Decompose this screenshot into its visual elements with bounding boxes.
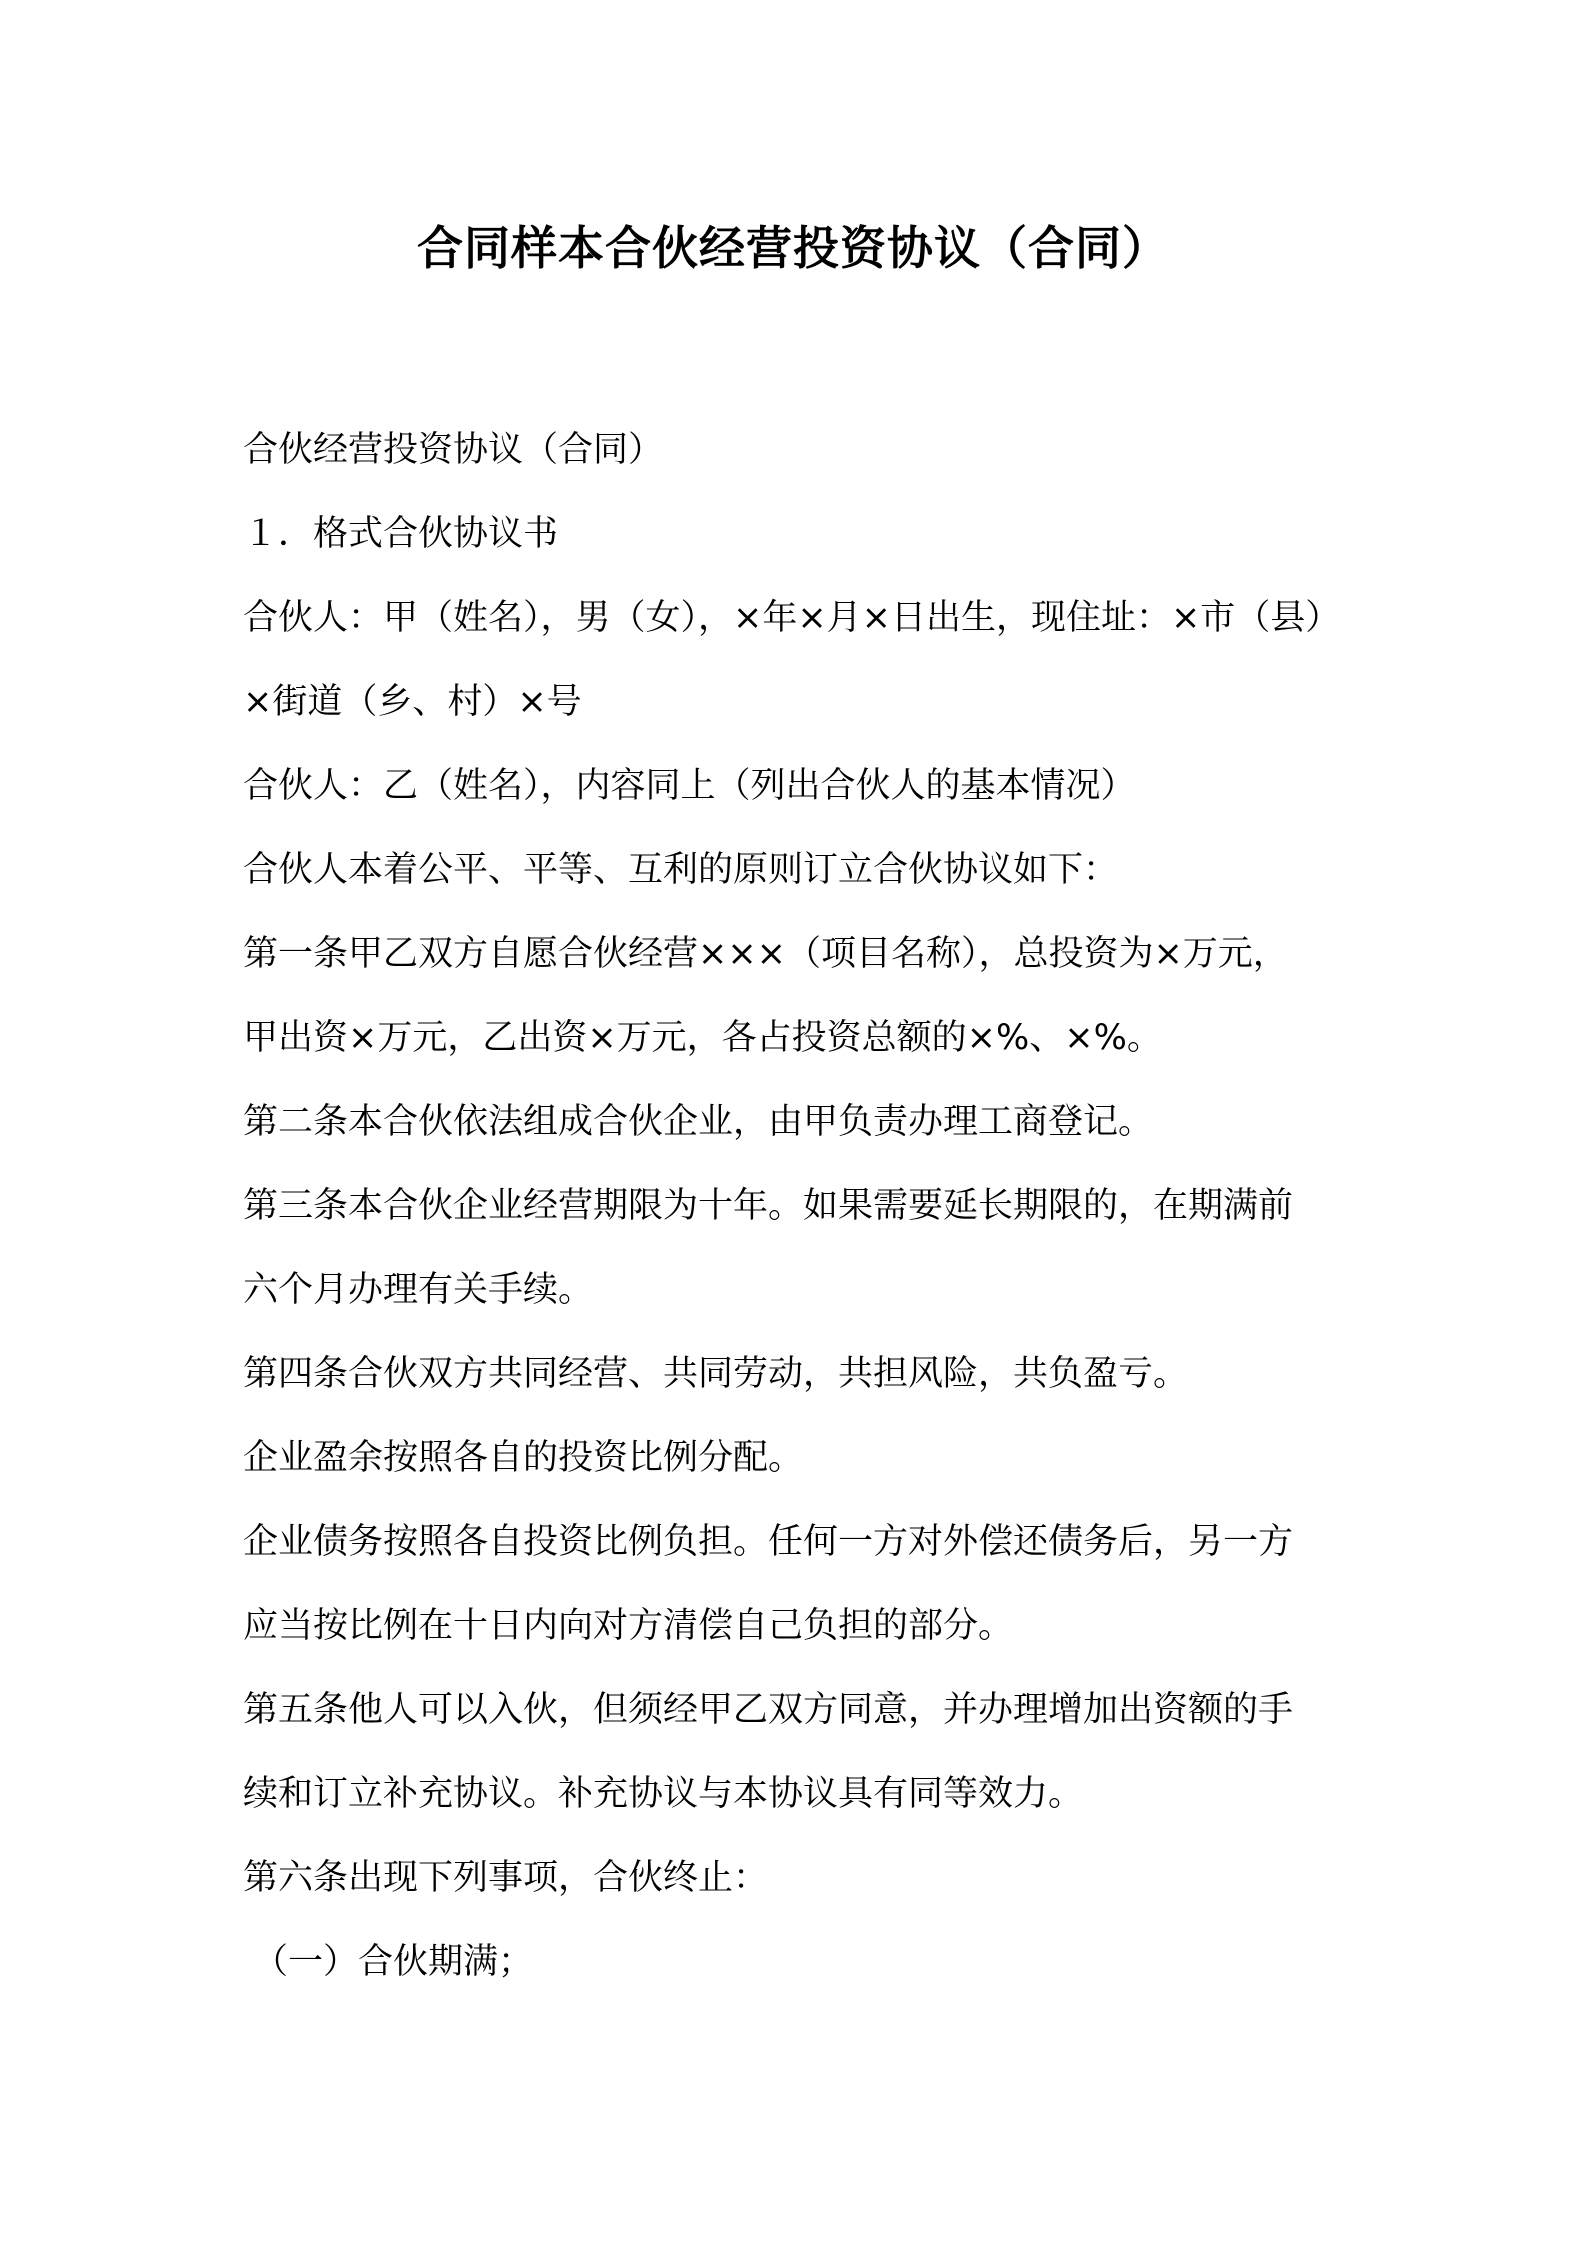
paragraph-line: ×街道（乡、村）×号 xyxy=(243,682,582,722)
paragraph-line: 企业债务按照各自投资比例负担。任何一方对外偿还债务后，另一方 xyxy=(243,1522,1294,1562)
paragraph-line: 合伙经营投资协议（合同） xyxy=(243,430,664,470)
paragraph-line: 第三条本合伙企业经营期限为十年。如果需要延长期限的，在期满前 xyxy=(243,1186,1294,1226)
paragraph-line: 第五条他人可以入伙，但须经甲乙双方同意，并办理增加出资额的手 xyxy=(243,1690,1294,1730)
paragraph-line: 合伙人：乙（姓名），内容同上（列出合伙人的基本情况） xyxy=(243,766,1136,806)
paragraph-line: 甲出资×万元，乙出资×万元，各占投资总额的×%、×%。 xyxy=(243,1018,1162,1058)
document-body xyxy=(243,408,1373,2004)
paragraph-line: 第一条甲乙双方自愿合伙经营×××（项目名称），总投资为×万元， xyxy=(243,934,1288,974)
paragraph-line: 六个月办理有关手续。 xyxy=(243,1270,594,1310)
paragraph-line: 续和订立补充协议。补充协议与本协议具有同等效力。 xyxy=(243,1774,1084,1814)
paragraph-line: 第二条本合伙依法组成合伙企业，由甲负责办理工商登记。 xyxy=(243,1102,1154,1142)
paragraph-line: （一）合伙期满； xyxy=(253,1942,534,1982)
paragraph-line: 第六条出现下列事项，合伙终止： xyxy=(243,1858,769,1898)
paragraph-line: 企业盈余按照各自的投资比例分配。 xyxy=(243,1438,804,1478)
paragraph-line: １．格式合伙协议书 xyxy=(243,514,559,554)
paragraph-line: 合伙人本着公平、平等、互利的原则订立合伙协议如下： xyxy=(243,850,1119,890)
document-title: 合同样本合伙经营投资协议（合同） xyxy=(417,221,1169,275)
paragraph-line: 应当按比例在十日内向对方清偿自己负担的部分。 xyxy=(243,1606,1014,1646)
paragraph-line: 合伙人：甲（姓名），男（女），×年×月×日出生，现住址：×市（县） xyxy=(243,598,1341,638)
paragraph-line: 第四条合伙双方共同经营、共同劳动，共担风险，共负盈亏。 xyxy=(243,1354,1189,1394)
